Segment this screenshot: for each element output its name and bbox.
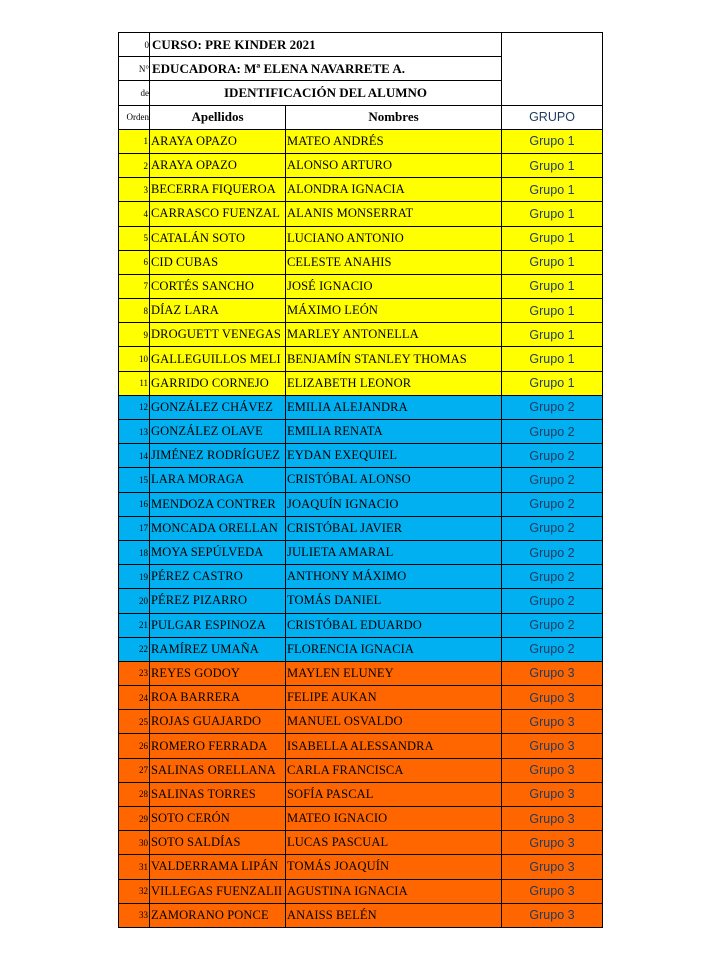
apellidos-cell: GONZÁLEZ CHÁVEZ	[150, 395, 286, 419]
table-row	[119, 565, 603, 589]
order-number: 23	[119, 661, 150, 685]
nombres-cell: ELIZABETH LEONOR	[286, 371, 502, 395]
order-number: 20	[119, 589, 150, 613]
nombres-cell: CRISTÓBAL JAVIER	[286, 516, 502, 540]
order-number: 25	[119, 710, 150, 734]
table-row	[119, 710, 603, 734]
grupo-cell: Grupo 3	[502, 807, 603, 831]
row-label: de	[119, 81, 150, 105]
apellidos-cell: RAMÍREZ UMAÑA	[150, 637, 286, 661]
table-row	[119, 516, 603, 540]
course-title: CURSO: PRE KINDER 2021	[150, 33, 502, 57]
order-number: 27	[119, 758, 150, 782]
order-number: 11	[119, 371, 150, 395]
grupo-cell: Grupo 2	[502, 492, 603, 516]
educator-title: EDUCADORA: Mª ELENA NAVARRETE A.	[150, 57, 502, 81]
apellidos-cell: MOYA SEPÚLVEDA	[150, 540, 286, 564]
grupo-cell: Grupo 1	[502, 274, 603, 298]
apellidos-cell: MENDOZA CONTRER	[150, 492, 286, 516]
educator-row	[119, 57, 603, 81]
order-number: 29	[119, 807, 150, 831]
order-number: 19	[119, 565, 150, 589]
order-number: 33	[119, 903, 150, 927]
table-row	[119, 444, 603, 468]
order-number: 15	[119, 468, 150, 492]
grupo-cell: Grupo 2	[502, 444, 603, 468]
apellidos-cell: DROGUETT VENEGAS	[150, 323, 286, 347]
grupo-cell: Grupo 2	[502, 589, 603, 613]
apellidos-cell: CID CUBAS	[150, 250, 286, 274]
table-row	[119, 807, 603, 831]
apellidos-cell: DÍAZ LARA	[150, 299, 286, 323]
col-header-orden: Orden	[119, 105, 150, 129]
apellidos-cell: PÉREZ PIZARRO	[150, 589, 286, 613]
grupo-cell: Grupo 1	[502, 153, 603, 177]
grupo-cell: Grupo 1	[502, 323, 603, 347]
grupo-cell: Grupo 1	[502, 250, 603, 274]
grupo-cell: Grupo 1	[502, 202, 603, 226]
col-header-apellidos: Apellidos	[150, 105, 286, 129]
nombres-cell: MATEO IGNACIO	[286, 807, 502, 831]
grupo-cell: Grupo 3	[502, 879, 603, 903]
table-row	[119, 202, 603, 226]
table-row	[119, 831, 603, 855]
order-number: 22	[119, 637, 150, 661]
apellidos-cell: VILLEGAS FUENZALII	[150, 879, 286, 903]
order-number: 21	[119, 613, 150, 637]
row-label: N°	[119, 57, 150, 81]
grupo-cell: Grupo 2	[502, 565, 603, 589]
row-label: 0	[119, 33, 150, 57]
nombres-cell: CELESTE ANAHIS	[286, 250, 502, 274]
table-row	[119, 347, 603, 371]
apellidos-cell: VALDERRAMA LIPÁN	[150, 855, 286, 879]
nombres-cell: AGUSTINA IGNACIA	[286, 879, 502, 903]
order-number: 26	[119, 734, 150, 758]
grupo-cell: Grupo 1	[502, 129, 603, 153]
col-header-nombres: Nombres	[286, 105, 502, 129]
grupo-cell: Grupo 3	[502, 686, 603, 710]
nombres-cell: EMILIA RENATA	[286, 420, 502, 444]
student-table	[118, 32, 603, 928]
grupo-cell: Grupo 1	[502, 347, 603, 371]
nombres-cell: SOFÍA PASCAL	[286, 782, 502, 806]
apellidos-cell: GARRIDO CORNEJO	[150, 371, 286, 395]
order-number: 1	[119, 129, 150, 153]
nombres-cell: TOMÁS JOAQUÍN	[286, 855, 502, 879]
nombres-cell: JOAQUÍN IGNACIO	[286, 492, 502, 516]
table-row	[119, 226, 603, 250]
table-row	[119, 395, 603, 419]
grupo-cell: Grupo 3	[502, 782, 603, 806]
order-number: 10	[119, 347, 150, 371]
order-number: 30	[119, 831, 150, 855]
grupo-cell: Grupo 2	[502, 395, 603, 419]
table-row	[119, 661, 603, 685]
nombres-cell: TOMÁS DANIEL	[286, 589, 502, 613]
apellidos-cell: SALINAS TORRES	[150, 782, 286, 806]
identification-row	[119, 81, 603, 105]
empty-cell	[502, 81, 603, 105]
nombres-cell: CRISTÓBAL ALONSO	[286, 468, 502, 492]
apellidos-cell: ROA BARRERA	[150, 686, 286, 710]
order-number: 17	[119, 516, 150, 540]
apellidos-cell: SALINAS ORELLANA	[150, 758, 286, 782]
nombres-cell: CRISTÓBAL EDUARDO	[286, 613, 502, 637]
order-number: 16	[119, 492, 150, 516]
apellidos-cell: ROMERO FERRADA	[150, 734, 286, 758]
apellidos-cell: GALLEGUILLOS MELI	[150, 347, 286, 371]
table-row	[119, 540, 603, 564]
table-row	[119, 323, 603, 347]
apellidos-cell: CARRASCO FUENZAL	[150, 202, 286, 226]
nombres-cell: MANUEL OSVALDO	[286, 710, 502, 734]
apellidos-cell: ARAYA OPAZO	[150, 129, 286, 153]
grupo-cell: Grupo 3	[502, 831, 603, 855]
order-number: 6	[119, 250, 150, 274]
column-header-row	[119, 105, 603, 129]
apellidos-cell: SOTO CERÓN	[150, 807, 286, 831]
apellidos-cell: GONZÁLEZ OLAVE	[150, 420, 286, 444]
apellidos-cell: CORTÉS SANCHO	[150, 274, 286, 298]
apellidos-cell: ROJAS GUAJARDO	[150, 710, 286, 734]
empty-cell	[502, 33, 603, 57]
order-number: 3	[119, 178, 150, 202]
grupo-cell: Grupo 1	[502, 371, 603, 395]
nombres-cell: ALANIS MONSERRAT	[286, 202, 502, 226]
table-row	[119, 492, 603, 516]
table-row	[119, 855, 603, 879]
table-row	[119, 178, 603, 202]
table-row	[119, 129, 603, 153]
order-number: 13	[119, 420, 150, 444]
nombres-cell: LUCAS PASCUAL	[286, 831, 502, 855]
nombres-cell: MARLEY ANTONELLA	[286, 323, 502, 347]
order-number: 5	[119, 226, 150, 250]
grupo-cell: Grupo 2	[502, 516, 603, 540]
grupo-cell: Grupo 1	[502, 299, 603, 323]
table-row	[119, 420, 603, 444]
apellidos-cell: LARA MORAGA	[150, 468, 286, 492]
order-number: 32	[119, 879, 150, 903]
order-number: 31	[119, 855, 150, 879]
table-row	[119, 637, 603, 661]
order-number: 2	[119, 153, 150, 177]
nombres-cell: JULIETA AMARAL	[286, 540, 502, 564]
nombres-cell: JOSÉ IGNACIO	[286, 274, 502, 298]
table-row	[119, 782, 603, 806]
table-row	[119, 686, 603, 710]
order-number: 7	[119, 274, 150, 298]
identification-title: IDENTIFICACIÓN DEL ALUMNO	[150, 81, 502, 105]
table-row	[119, 589, 603, 613]
table-row	[119, 879, 603, 903]
table-row	[119, 613, 603, 637]
table-row	[119, 734, 603, 758]
table-row	[119, 758, 603, 782]
apellidos-cell: ARAYA OPAZO	[150, 153, 286, 177]
col-header-grupo: GRUPO	[502, 105, 603, 129]
apellidos-cell: ZAMORANO PONCE	[150, 903, 286, 927]
nombres-cell: EMILIA ALEJANDRA	[286, 395, 502, 419]
apellidos-cell: BECERRA FIQUEROA	[150, 178, 286, 202]
nombres-cell: ANTHONY MÁXIMO	[286, 565, 502, 589]
apellidos-cell: REYES GODOY	[150, 661, 286, 685]
nombres-cell: ANAISS BELÉN	[286, 903, 502, 927]
nombres-cell: MAYLEN ELUNEY	[286, 661, 502, 685]
grupo-cell: Grupo 2	[502, 613, 603, 637]
table-row	[119, 250, 603, 274]
grupo-cell: Grupo 3	[502, 855, 603, 879]
course-row	[119, 33, 603, 57]
order-number: 8	[119, 299, 150, 323]
nombres-cell: CARLA FRANCISCA	[286, 758, 502, 782]
table-row	[119, 903, 603, 927]
grupo-cell: Grupo 2	[502, 540, 603, 564]
grupo-cell: Grupo 3	[502, 758, 603, 782]
grupo-cell: Grupo 1	[502, 226, 603, 250]
nombres-cell: ALONSO ARTURO	[286, 153, 502, 177]
grupo-cell: Grupo 2	[502, 420, 603, 444]
grupo-cell: Grupo 3	[502, 734, 603, 758]
apellidos-cell: JIMÉNEZ RODRÍGUEZ	[150, 444, 286, 468]
table-row	[119, 153, 603, 177]
order-number: 18	[119, 540, 150, 564]
order-number: 12	[119, 395, 150, 419]
apellidos-cell: SOTO SALDÍAS	[150, 831, 286, 855]
grupo-cell: Grupo 3	[502, 903, 603, 927]
grupo-cell: Grupo 2	[502, 637, 603, 661]
apellidos-cell: PÉREZ CASTRO	[150, 565, 286, 589]
order-number: 4	[119, 202, 150, 226]
nombres-cell: MÁXIMO LEÓN	[286, 299, 502, 323]
order-number: 9	[119, 323, 150, 347]
empty-cell	[502, 57, 603, 81]
grupo-cell: Grupo 1	[502, 178, 603, 202]
nombres-cell: BENJAMÍN STANLEY THOMAS	[286, 347, 502, 371]
nombres-cell: LUCIANO ANTONIO	[286, 226, 502, 250]
nombres-cell: ALONDRA IGNACIA	[286, 178, 502, 202]
table-row	[119, 299, 603, 323]
order-number: 28	[119, 782, 150, 806]
table-row	[119, 371, 603, 395]
grupo-cell: Grupo 2	[502, 468, 603, 492]
nombres-cell: EYDAN EXEQUIEL	[286, 444, 502, 468]
grupo-cell: Grupo 3	[502, 710, 603, 734]
nombres-cell: FELIPE AUKAN	[286, 686, 502, 710]
nombres-cell: MATEO ANDRÉS	[286, 129, 502, 153]
table-row	[119, 468, 603, 492]
apellidos-cell: MONCADA ORELLAN	[150, 516, 286, 540]
apellidos-cell: CATALÁN SOTO	[150, 226, 286, 250]
order-number: 14	[119, 444, 150, 468]
nombres-cell: ISABELLA ALESSANDRA	[286, 734, 502, 758]
nombres-cell: FLORENCIA IGNACIA	[286, 637, 502, 661]
apellidos-cell: PULGAR ESPINOZA	[150, 613, 286, 637]
grupo-cell: Grupo 3	[502, 661, 603, 685]
table-row	[119, 274, 603, 298]
order-number: 24	[119, 686, 150, 710]
